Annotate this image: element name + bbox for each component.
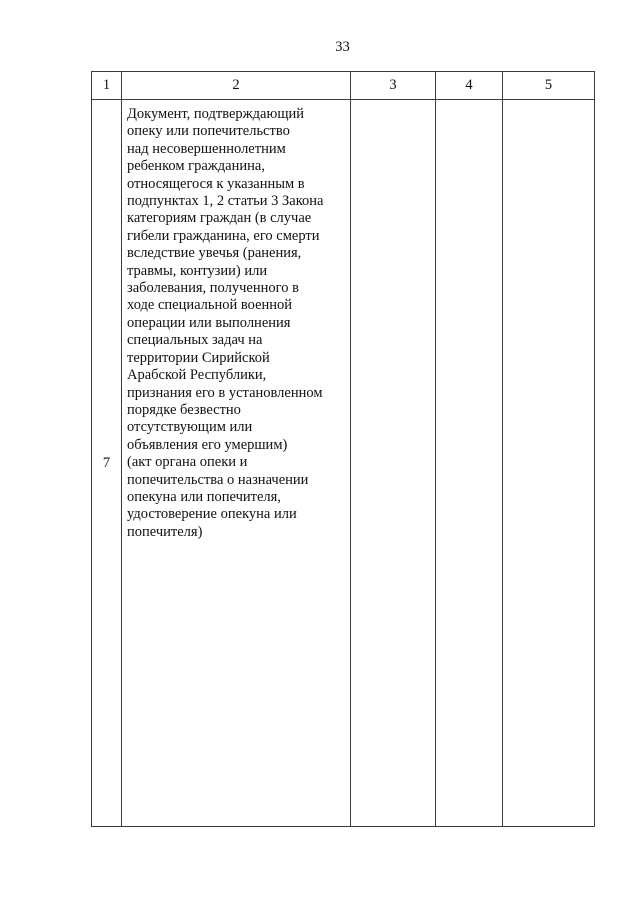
header-cell-4: 4 [436, 72, 503, 100]
description-line: относящегося к указанным в [127, 175, 305, 192]
description-line: (акт органа опеки и [127, 454, 248, 471]
description-line: порядке безвестно [127, 401, 241, 418]
description-line: опекуна или попечителя, [127, 488, 281, 505]
description-line: специальных задач на [127, 332, 263, 349]
description-line: Арабской Республики, [127, 367, 267, 384]
description-line: ходе специальной военной [127, 297, 293, 314]
description-line: операции или выполнения [127, 314, 291, 331]
description-line: объявления его умершим) [127, 436, 288, 453]
description-line: территории Сирийской [127, 349, 270, 366]
description-line: подпунктах 1, 2 статьи 3 Закона [127, 193, 324, 210]
description-line: травмы, контузии) или [127, 262, 268, 279]
row-cell-3 [351, 100, 436, 827]
row-cell-4 [436, 100, 503, 827]
row-cell-5 [503, 100, 595, 827]
row-number-cell: 7 [92, 100, 122, 827]
row-description-cell [122, 100, 351, 827]
description-line: ребенком гражданина, [127, 158, 265, 175]
header-cell-1: 1 [92, 72, 122, 100]
table-row [92, 100, 595, 827]
description-line: над несовершеннолетним [127, 140, 286, 157]
page-number: 33 [335, 39, 350, 55]
header-cell-3: 3 [351, 72, 436, 100]
document-table [91, 71, 595, 827]
header-cell-2: 2 [122, 72, 351, 100]
description-line: попечительства о назначении [127, 471, 309, 488]
description-line: вследствие увечья (ранения, [127, 245, 302, 262]
description-line: удостоверение опекуна или [127, 506, 297, 523]
description-line: признания его в установленном [127, 384, 323, 401]
description-line: отсутствующим или [127, 419, 253, 436]
description-line: опеку или попечительство [127, 123, 290, 140]
description-line: заболевания, полученного в [127, 280, 299, 297]
table-header-row [92, 72, 595, 100]
description-line: категориям граждан (в случае [127, 210, 312, 227]
header-cell-5: 5 [503, 72, 595, 100]
description-line: попечителя) [127, 523, 203, 540]
description-line: гибели гражданина, его смерти [127, 227, 320, 244]
description-line: Документ, подтверждающий [127, 106, 305, 122]
